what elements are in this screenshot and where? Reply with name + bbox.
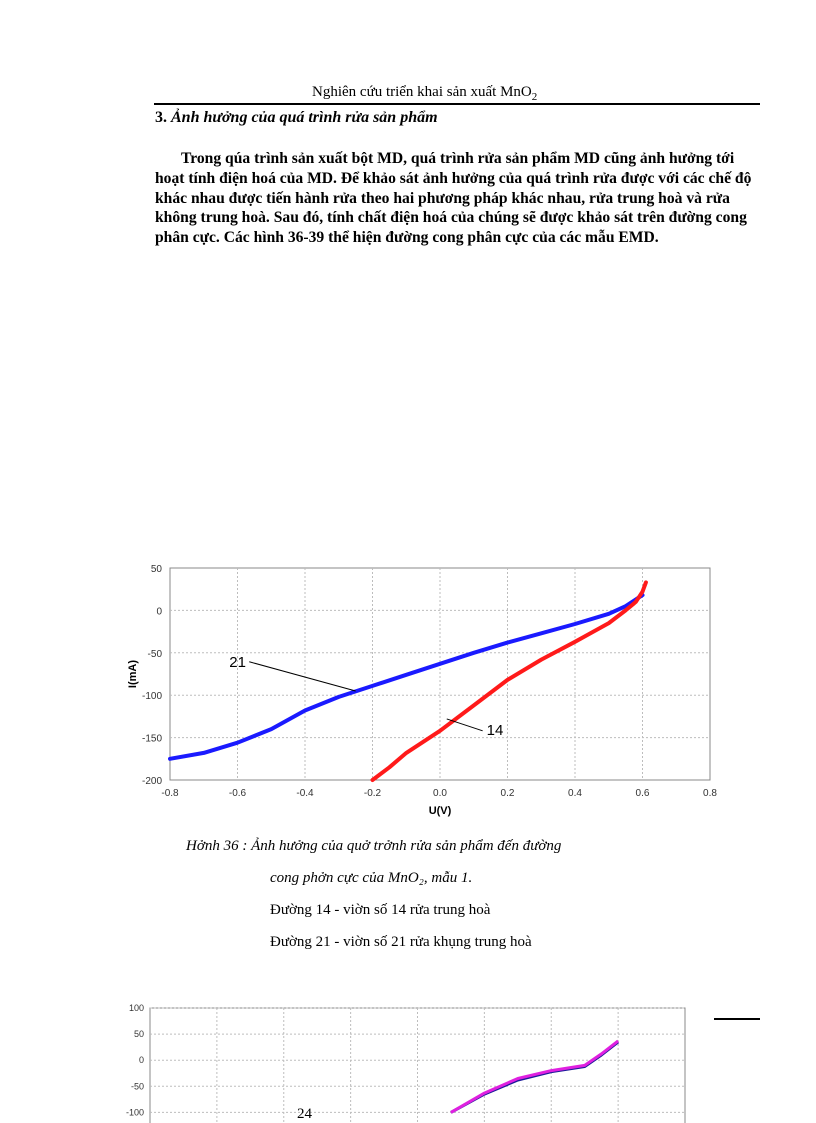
x-tick-label: -0.8 [161,788,179,799]
section-title: Ảnh hưởng của quá trình rửa sản phẩm [171,109,438,126]
section-heading [155,109,438,127]
y-tick-label: 100 [128,1003,144,1013]
body-paragraph: Trong qúa trình sản xuất bột MD, quá trình rửa sản phẩm MD cũng ảnh hưởng tới hoạt tính điện hoá của MD. Để khảo sát ảnh hưởng của quá trình rửa được với các chế độ khác nhau được tiến hành rửa theo hai phương pháp khác nhau, rửa trung hoà và rửa không trung hoà. Sau đó, tính chất điện hoá của chúng sẽ được khảo sát trên đường cong phân cực. Các hình 36-39 thể hiện đường cong phân cực của các mẫu EMD. [155,150,752,247]
y-axis-label: I(mA) [127,659,139,689]
x-tick-label: 0.2 [500,788,515,799]
y-tick-label: 50 [133,1029,144,1040]
figure-caption-line2: cong phởn cực của MnO₂, mẫu 1. [270,870,473,886]
x-tick-label: 0.6 [635,788,650,799]
y-tick-label: -100 [141,691,162,703]
figure-caption-line1: Hởnh 36 : Ảnh hưởng của quở trởnh rửa sản phẩm đến đường [186,838,562,854]
y-tick-label: -50 [130,1081,144,1092]
page-number: 24 [297,1106,312,1122]
y-tick-label: -200 [141,776,162,787]
x-tick-label: 0.8 [703,788,717,799]
y-tick-label: -150 [141,733,162,745]
section-number: 3. [155,109,167,126]
x-tick-label: -0.6 [228,788,247,799]
x-tick-label: -0.2 [363,788,382,799]
polarization-chart-fig37-partial [100,1000,700,1123]
y-tick-label: 50 [150,564,162,575]
x-tick-label: 0.4 [568,788,582,799]
y-tick-label: 0 [138,1055,144,1066]
x-tick-label: -0.4 [296,788,314,799]
y-tick-label: -100 [125,1107,144,1118]
y-tick-label: -50 [147,648,162,660]
running-header: Nghiên cứu triển khai sản xuất MnO$_2$ [312,84,538,103]
y-tick-label: 0 [156,606,162,618]
figure-legend-line1: Đường 14 - viờn số 14 rửa trung hoà [270,902,491,918]
annotation-label-14: 14 [486,721,504,739]
page-rule-short [714,1018,760,1020]
annotation-label-21: 21 [229,653,246,671]
header-rule [154,103,760,105]
x-tick-label: 0.0 [433,788,447,799]
polarization-chart-fig36 [120,560,730,830]
figure-legend-line2: Đường 21 - viờn số 21 rửa khụng trung hoà [270,934,532,950]
x-axis-label: U(V) [428,805,452,817]
